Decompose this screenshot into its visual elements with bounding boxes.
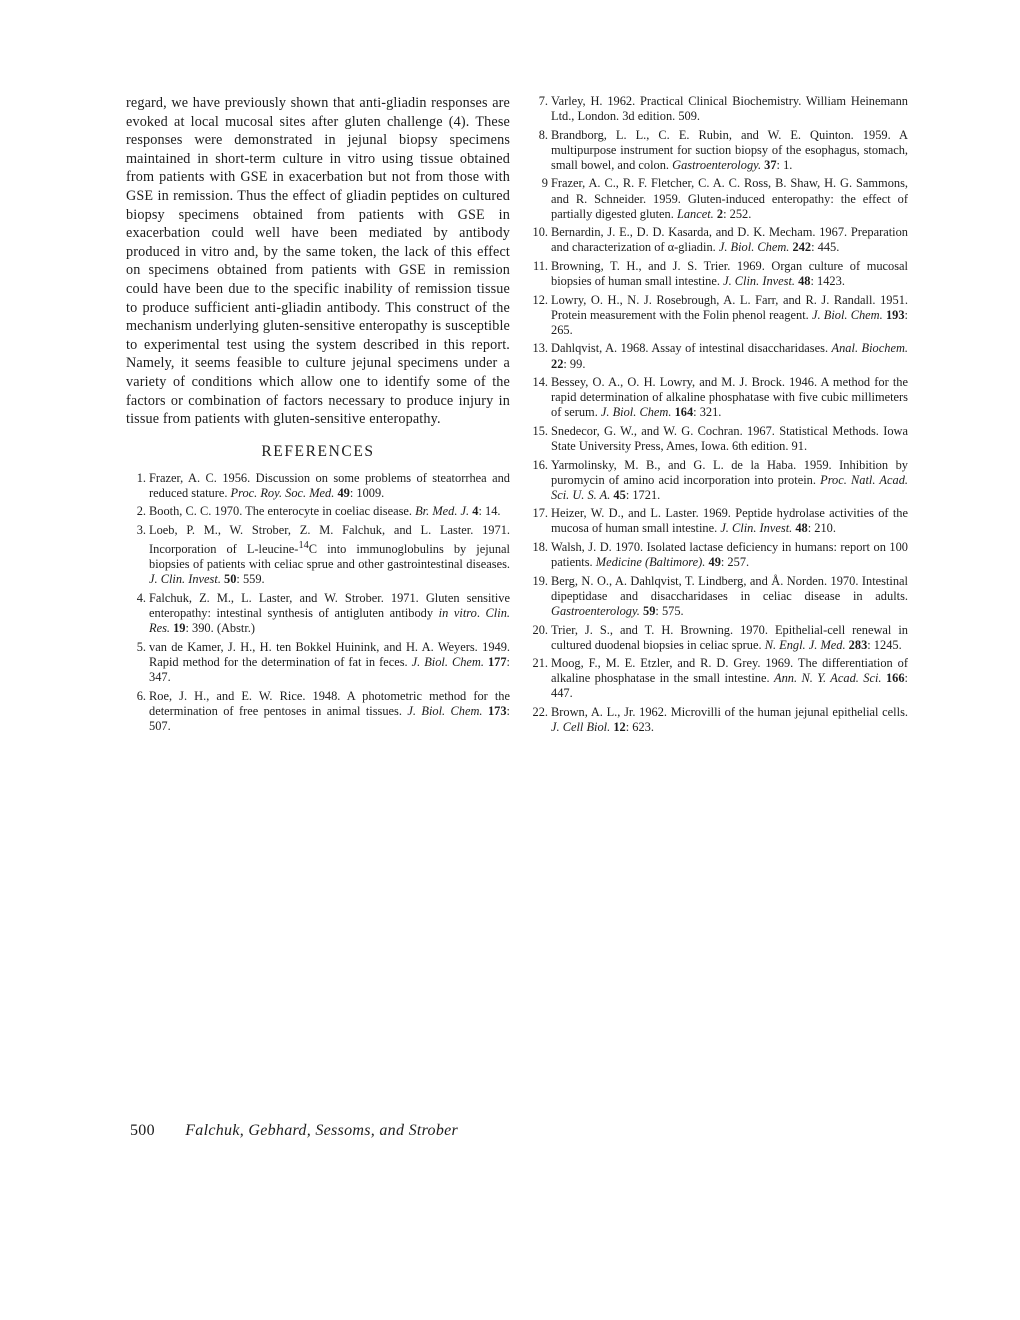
reference-text: Frazer, A. C., R. F. Fletcher, C. A. C. Ross, B. Shaw, H. G. Sammons, and R. Schneider. 1959. Gluten-induced enteropathy: the effect of partially digested gluten. Lancet. 2: 252. (551, 176, 908, 221)
reference-number: 14. (532, 375, 548, 390)
reference-number: 1. (136, 470, 146, 485)
reference-number: 4. (136, 590, 146, 605)
reference-item (528, 341, 908, 371)
body-paragraph: regard, we have previously shown that anti-gliadin responses are evoked at local mucosal sites after gluten challenge (4). These responses were demonstrated in jejunal biopsy specimens maintained in short-term culture in vitro using tissue obtained from patients with GSE in exacerbation but not from those with GSE in remission. Thus the effect of gliadin peptides on cultured biopsy specimens obtained from patients with GSE in exacerbation could well have been mediated by antibody produced in vitro and, by the same token, the lack of this effect on specimens obtained from patients with GSE in remission could have been due to the specific inability of remission tissue to produce sufficient anti-gliadin antibody. This construct of the mechanism underlying gluten-sensitive enteropathy is susceptible to experimental test using the system described in this report. Namely, it seems feasible to culture jejunal specimens under a variety of conditions which allow one to identify some of the factors or combination of factors necessary to produce injury in tissue from patients with gluten-sensitive enteropathy. (126, 95, 510, 428)
references-heading: REFERENCES (261, 442, 375, 460)
reference-number: 18. (532, 540, 548, 555)
reference-item (528, 94, 908, 124)
reference-text: Moog, F., M. E. Etzler, and R. D. Grey. 1969. The differentiation of alkaline phosphatase in the small intestine. Ann. N. Y. Acad. Sci. 166: 447. (551, 656, 908, 701)
reference-item (126, 591, 510, 636)
reference-number: 3. (136, 522, 146, 537)
reference-item (126, 504, 510, 519)
reference-number: 11. (532, 258, 548, 273)
reference-item (528, 176, 908, 221)
reference-text: Roe, J. H., and E. W. Rice. 1948. A photometric method for the determination of free pentoses in animal tissues. J. Biol. Chem. 173: 507. (149, 688, 510, 733)
running-authors: Falchuk, Gebhard, Sessoms, and Strober (185, 1122, 459, 1139)
reference-number: 8. (538, 127, 548, 142)
reference-text: Frazer, A. C. 1956. Discussion on some problems of steatorrhea and reduced stature. Proc. Roy. Soc. Med. 49: 1009. (149, 470, 510, 500)
reference-item (528, 128, 908, 173)
reference-text: Heizer, W. D., and L. Laster. 1969. Peptide hydrolase activities of the mucosa of human small intestine. J. Clin. Invest. 48: 210. (551, 506, 908, 536)
reference-item (528, 458, 908, 503)
reference-text: van de Kamer, J. H., H. ten Bokkel Huinink, and H. A. Weyers. 1949. Rapid method for the determination of fat in feces. J. Biol. Chem. 177: 347. (149, 639, 510, 684)
reference-text: Falchuk, Z. M., L. Laster, and W. Strober. 1971. Gluten sensitive enteropathy: intestinal synthesis of antigluten antibody in vitro. Clin. Res. 19: 390. (Abstr.) (149, 590, 510, 636)
reference-item (528, 540, 908, 570)
reference-text: Loeb, P. M., W. Strober, Z. M. Falchuk, and L. Laster. 1971. Incorporation of L-leucine-$^{14}$C into immunoglobulins by jejunal biopsies of patients with celiac sprue and other gastrointestinal diseases. J. Clin. Invest. 50: 559. (149, 522, 510, 587)
reference-number: 20. (532, 622, 548, 637)
reference-text: Berg, N. O., A. Dahlqvist, T. Lindberg, and Å. Norden. 1970. Intestinal dipeptidase and disaccharidases in celiac disease in adults. Gastroenterology. 59: 575. (551, 573, 908, 618)
reference-number: 12. (532, 292, 548, 307)
reference-number: 22. (532, 704, 548, 719)
reference-item (528, 623, 908, 653)
reference-number: 5. (136, 639, 146, 654)
reference-item (528, 424, 908, 454)
reference-text: Brown, A. L., Jr. 1962. Microvilli of the human jejunal epithelial cells. J. Cell Biol. 12: 623. (551, 704, 908, 735)
reference-number: 19. (532, 573, 548, 588)
reference-text: Bernardin, J. E., D. D. Kasarda, and D. K. Mecham. 1967. Preparation and characterization of α-gliadin. J. Biol. Chem. 242: 445. (551, 225, 908, 255)
reference-item (126, 640, 510, 685)
reference-number: 16. (532, 457, 548, 472)
reference-number: 6. (136, 688, 146, 703)
right-column (528, 94, 908, 739)
references-list-left (126, 471, 510, 734)
reference-number: 13. (532, 341, 548, 356)
page-footer (130, 1122, 458, 1140)
page-number: 500 (130, 1122, 155, 1139)
reference-number: 2. (136, 504, 146, 519)
reference-number: 9 (541, 176, 548, 191)
reference-number: 10. (532, 225, 548, 240)
reference-text: Snedecor, G. W., and W. G. Cochran. 1967. Statistical Methods. Iowa State University Press, Ames, Iowa. 6th edition. 91. (551, 423, 908, 453)
reference-number: 7. (538, 94, 548, 108)
reference-item (126, 689, 510, 734)
reference-text: Browning, T. H., and J. S. Trier. 1969. Organ culture of mucosal biopsies of human small intestine. J. Clin. Invest. 48: 1423. (551, 258, 908, 289)
reference-item (528, 705, 908, 735)
reference-item (126, 471, 510, 501)
reference-item (126, 523, 510, 588)
reference-text: Yarmolinsky, M. B., and G. L. de la Haba. 1959. Inhibition by puromycin of amino acid incorporation into protein. Proc. Natl. Acad. Sci. U. S. A. 45: 1721. (551, 457, 908, 502)
reference-text: Brandborg, L. L., C. E. Rubin, and W. E. Quinton. 1959. A multipurpose instrument for suction biopsy of the esophagus, stomach, small bowel, and colon. Gastroenterology. 37: 1. (551, 127, 908, 172)
reference-item (528, 259, 908, 289)
reference-item (528, 506, 908, 536)
reference-item (528, 293, 908, 338)
reference-text: Varley, H. 1962. Practical Clinical Biochemistry. William Heinemann Ltd., London. 3d edition. 509. (551, 94, 908, 124)
reference-text: Trier, J. S., and T. H. Browning. 1970. Epithelial-cell renewal in cultured duodenal biopsies in celiac sprue. N. Engl. J. Med. 283: 1245. (551, 622, 908, 652)
reference-item (528, 574, 908, 619)
reference-item (528, 225, 908, 255)
reference-number: 21. (532, 656, 548, 671)
left-column (126, 94, 510, 737)
reference-item (528, 375, 908, 420)
reference-number: 17. (532, 506, 548, 521)
reference-text: Bessey, O. A., O. H. Lowry, and M. J. Brock. 1946. A method for the rapid determination of alkaline phosphatase with five cubic millimeters of serum. J. Biol. Chem. 164: 321. (551, 375, 908, 420)
reference-item (528, 656, 908, 701)
reference-text: Dahlqvist, A. 1968. Assay of intestinal disaccharidases. Anal. Biochem. 22: 99. (551, 341, 908, 371)
reference-text: Booth, C. C. 1970. The enterocyte in coeliac disease. Br. Med. J. 4: 14. (149, 504, 501, 519)
reference-number: 15. (532, 423, 548, 438)
references-list-right (528, 94, 908, 735)
reference-text: Lowry, O. H., N. J. Rosebrough, A. L. Farr, and R. J. Randall. 1951. Protein measurement with the Folin phenol reagent. J. Biol. Chem. 193: 265. (551, 292, 908, 337)
reference-text: Walsh, J. D. 1970. Isolated lactase deficiency in humans: report on 100 patients. Medicine (Baltimore). 49: 257. (551, 540, 908, 570)
